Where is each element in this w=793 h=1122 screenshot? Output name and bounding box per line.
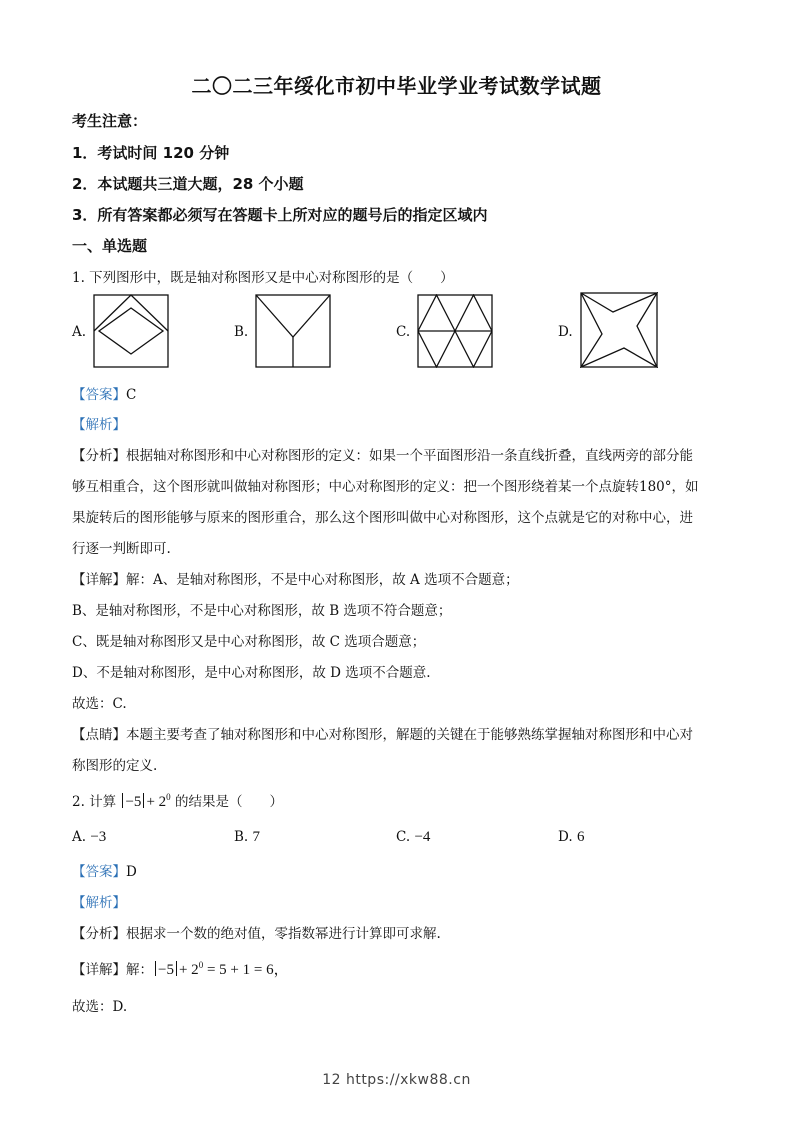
answer-line: [72, 383, 136, 403]
option-label: B.: [234, 829, 249, 845]
abs-value: −5: [158, 962, 174, 978]
option-c: [396, 829, 430, 846]
exponent: 0: [198, 960, 204, 970]
option-c-label: C.: [396, 324, 411, 340]
analysis-line: 【分析】根据轴对称图形和中心对称图形的定义：如果一个平面图形沿一条直线折叠，直线两旁的部分能: [72, 448, 693, 464]
abs-value: −5: [125, 794, 142, 810]
answer-tag: 【答案】: [72, 864, 126, 880]
option-value: 7: [252, 829, 261, 845]
choose-line: 故选：C.: [72, 696, 127, 712]
option-b-figure: [255, 294, 331, 368]
expr-tail: = 5 + 1 = 6，: [203, 962, 289, 978]
comment-line: 【点睛】本题主要考查了轴对称图形和中心对称图形，解题的关键在于能够熟练掌握轴对称图形和中心对: [72, 727, 693, 743]
choose-line: 故选：D.: [72, 999, 128, 1015]
page-title: 二〇二三年绥化市初中毕业学业考试数学试题: [191, 74, 602, 98]
option-a-figure: [93, 294, 169, 368]
option-value: 6: [576, 829, 585, 845]
notice-item: 2．本试题共三道大题，28 个小题: [72, 175, 304, 193]
analysis-line: 果旋转后的图形能够与原来的图形重合，那么这个图形叫做中心对称图形，这个点就是它的对称中心，进: [72, 510, 693, 526]
detail-line: D、不是轴对称图形，是中心对称图形，故 D 选项不合题意.: [72, 665, 431, 681]
question-2-stem: [72, 790, 283, 811]
answer-line: [72, 860, 137, 880]
notice-item: 3．所有答案都必须写在答题卡上所对应的题号后的指定区域内: [72, 206, 488, 224]
option-label: C.: [396, 829, 411, 845]
math-expression: [120, 794, 170, 810]
option-value: −4: [414, 829, 431, 845]
analysis-line: 【分析】根据求一个数的绝对值，零指数幂进行计算即可求解.: [72, 926, 441, 942]
math-expression: [153, 962, 289, 978]
expr-rest: + 2: [146, 794, 167, 810]
option-a: [72, 829, 106, 846]
analysis-line: 行逐一判断即可.: [72, 541, 171, 557]
analysis-line: 够互相重合，这个图形就叫做轴对称图形；中心对称图形的定义：把一个图形绕着某一个点旋转180°，如: [72, 479, 699, 495]
question-1-stem: 1. 下列图形中，既是轴对称图形又是中心对称图形的是（ ）: [72, 270, 454, 286]
analysis-tag: 【解析】: [72, 895, 126, 911]
detail-line: C、既是轴对称图形又是中心对称图形，故 C 选项合题意；: [72, 634, 426, 650]
section-heading: 一、单选题: [72, 237, 148, 255]
detail-line: B、是轴对称图形，不是中心对称图形，故 B 选项不符合题意；: [72, 603, 452, 619]
analysis-tag: 【解析】: [72, 417, 126, 433]
option-a-label: A.: [72, 324, 87, 340]
expr-rest: + 2: [178, 962, 199, 978]
exponent: 0: [166, 792, 171, 802]
page-footer: 12 https://xkw88.cn: [322, 1072, 471, 1088]
option-b-label: B.: [234, 324, 249, 340]
option-d-figure: [580, 292, 658, 368]
option-label: A.: [72, 829, 87, 845]
comment-line: 称图形的定义.: [72, 758, 158, 774]
notice-item: 1．考试时间 120 分钟: [72, 144, 230, 162]
option-label: D.: [558, 829, 573, 845]
answer-value: C: [126, 387, 137, 403]
stem-suffix: 的结果是（ ）: [174, 794, 283, 810]
option-d: [558, 829, 584, 846]
answer-tag: 【答案】: [72, 387, 126, 403]
detail-prefix: 【详解】解：: [72, 962, 153, 978]
option-c-figure: [417, 294, 493, 368]
answer-value: D: [126, 864, 137, 880]
detail-line: [72, 958, 289, 979]
detail-line: 【详解】解：A、是轴对称图形，不是中心对称图形，故 A 选项不合题意；: [72, 572, 519, 588]
stem-prefix: 2. 计算: [72, 794, 117, 810]
option-value: −3: [90, 829, 107, 845]
option-b: [234, 829, 260, 846]
option-d-label: D.: [558, 324, 573, 340]
notice-heading: 考生注意：: [72, 112, 148, 130]
